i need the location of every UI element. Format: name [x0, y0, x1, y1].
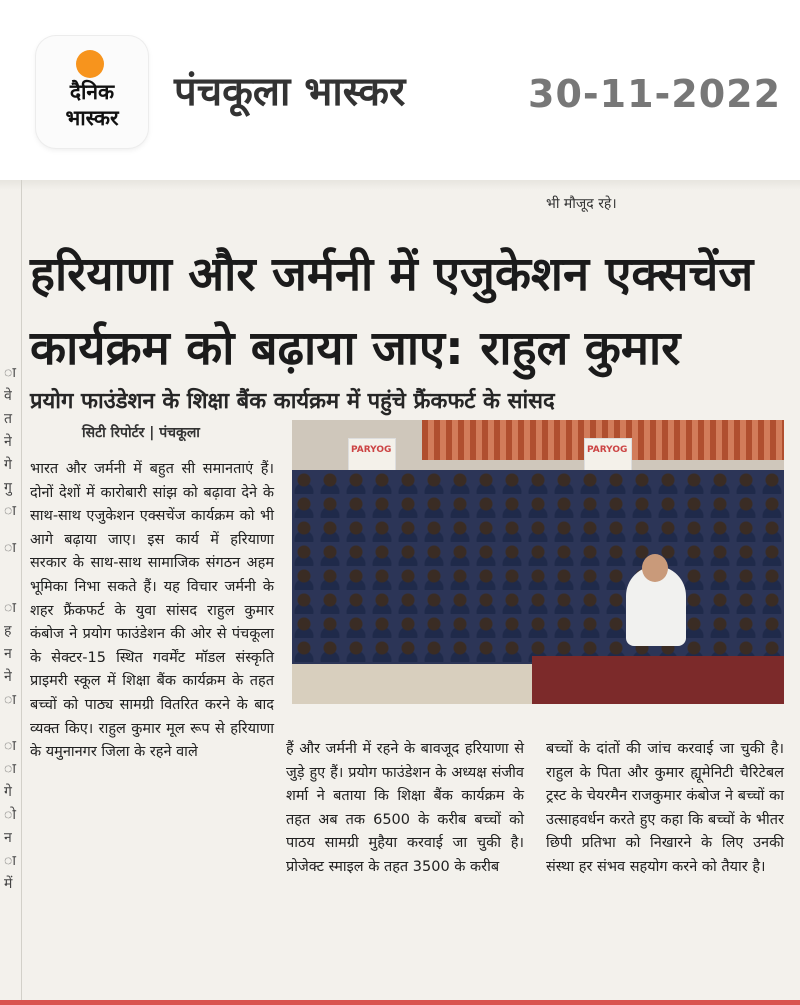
article-column-3 — [546, 738, 784, 880]
margin-char: न — [4, 830, 12, 846]
margin-char: ा — [4, 365, 16, 381]
margin-char: ा — [4, 853, 16, 869]
bottom-divider — [0, 1000, 800, 1005]
margin-char: ा — [4, 540, 16, 556]
article-column-1 — [30, 458, 274, 765]
margin-char: ा — [4, 738, 16, 754]
column-2-text: हैं और जर्मनी में रहने के बावजूद हरियाणा से जुड़े हुए हैं। प्रयोग फाउंडेशन के अध्यक्ष संजीव शर्मा ने बताया कि शिक्षा बैंक कार्यक्रम के तहत अब तक 6500 के करीब बच्चों को पाठय सामग्री मुहैया करवाई जा चुकी है। प्रोजेक्ट स्माइल के तहत 3500 के करीब — [286, 741, 524, 875]
edition-title: पंचकूला भास्कर — [174, 69, 406, 115]
newspaper-clipping — [0, 180, 800, 1005]
margin-char: में — [4, 876, 13, 892]
column-1-text: भारत और जर्मनी में बहुत सी समानताएं हैं। दोनों देशों में कारोबारी सांझ को बढ़ावा देने के साथ-साथ एजुकेशन एक्सचेंज कार्यक्रम को भी आगे बढ़ाया जाए। इस कार्य में हरियाणा सरकार के साथ-साथ सामाजिक संगठन अहम भूमिका निभा सकते हैं। यह विचार जर्मनी के शहर फ्रैंकफर्ट के युवा सांसद राहुल कुमार कंबोज ने प्रयोग फाउंडेशन की ओर से पंचकूला के सेक्टर-15 स्थित गवर्मेंट मॉडल संस्कृति प्राइमरी स्कूल में शिक्षा बैंक कार्यक्रम के तहत बच्चों को पाठ्य सामग्री वितरित करने के बाद व्यक्त किए। राहुल कुमार मूल रूप से हरियाणा के यमुनानगर जिला के रहने वाले — [30, 461, 274, 761]
edition-date: 30-11-2022 — [528, 72, 782, 116]
left-margin-column — [0, 180, 22, 1005]
margin-char: ह — [4, 623, 12, 639]
news-photo — [292, 420, 784, 704]
banner-text: PARYOG — [351, 445, 392, 455]
column-3-text: बच्चों के दांतों की जांच करवाई जा चुकी है। राहुल के पिता और कुमार ह्यूमेनिटी चैरिटेबल ट्रस्ट के चेयरमैन राजकुमार कंबोज ने बच्चों का उत्साहवर्धन करते हुए कहा कि बच्चों के भीतर छिपी प्रतिभा को निखारने के लिए उनकी संस्था हर संभव सहयोग करने को तैयार है। — [546, 741, 784, 875]
red-carpet — [532, 656, 784, 704]
banner-text: PARYOG — [587, 445, 628, 455]
paper-edge — [0, 180, 800, 190]
margin-char: वे — [4, 388, 12, 404]
guest-head — [642, 554, 668, 582]
margin-char: ा — [4, 503, 16, 519]
margin-char: ने — [4, 669, 12, 685]
margin-char: गे — [4, 457, 12, 473]
margin-char: त — [4, 411, 12, 427]
margin-char: ा — [4, 600, 16, 616]
sun-logo-icon — [76, 50, 104, 78]
previous-article-tail: भी मौजूद रहे। — [546, 196, 617, 212]
subheadline: प्रयोग फाउंडेशन के शिक्षा बैंक कार्यक्रम में पहुंचे फ्रैंकफर्ट के सांसद — [30, 389, 555, 414]
margin-char: गे — [4, 784, 12, 800]
photo-floor — [292, 664, 532, 704]
margin-char: न — [4, 646, 12, 662]
app-header — [0, 0, 800, 180]
byline: सिटी रिपोर्टर | पंचकूला — [82, 425, 200, 441]
margin-char: ा — [4, 692, 16, 708]
margin-char: ा — [4, 761, 16, 777]
margin-char: गु — [4, 480, 12, 496]
headline-line2: कार्यक्रम को बढ़ाया जाए: राहुल कुमार — [30, 321, 681, 376]
dainik-bhaskar-logo[interactable] — [36, 36, 148, 148]
logo-text-line1: दैनिक — [69, 80, 115, 104]
margin-char: ो — [4, 807, 16, 823]
logo-text-line2: भास्कर — [65, 106, 119, 130]
article-column-2 — [286, 738, 524, 880]
margin-char: ने — [4, 434, 12, 450]
headline-line1: हरियाणा और जर्मनी में एजुकेशन एक्सचेंज — [30, 247, 754, 302]
